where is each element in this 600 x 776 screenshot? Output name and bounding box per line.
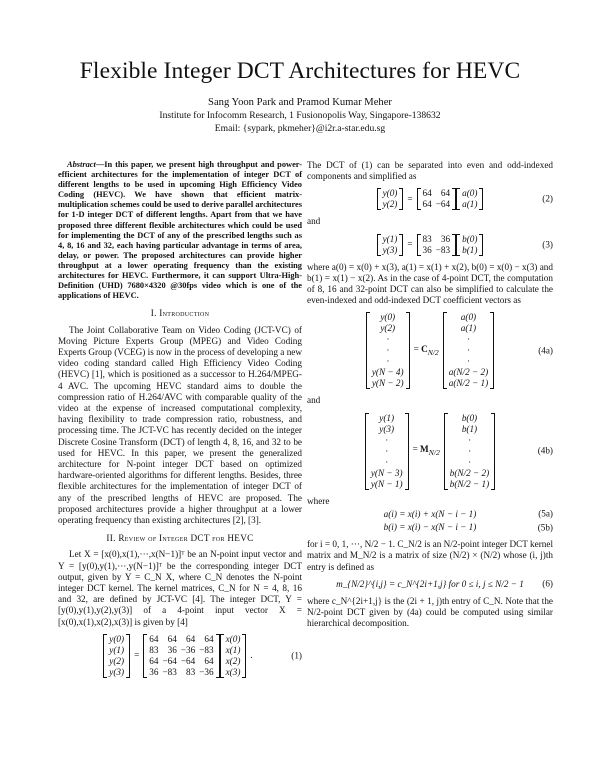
eq1-number: (1) bbox=[291, 650, 302, 661]
eq1-y-entry: y(2) bbox=[109, 655, 125, 666]
eq4a-operator: = $C_{N/2}$ bbox=[413, 343, 439, 357]
eq1-c-entry: 64 bbox=[167, 633, 177, 644]
eq5b-text: b(i) = x(i) − x(N − i − 1) bbox=[383, 522, 477, 533]
eq4a-lhs-row bbox=[370, 323, 406, 334]
equation-1 bbox=[58, 634, 302, 678]
eq2-c-matrix bbox=[417, 188, 457, 210]
eq4a-rhs-row bbox=[447, 323, 490, 334]
paper-title: Flexible Integer DCT Architectures for HEVC bbox=[79, 58, 521, 84]
equals-sign: = bbox=[407, 239, 413, 249]
eq4b-lhs-entry: y(N − 3) bbox=[370, 467, 403, 478]
eq4b-rhs-table bbox=[448, 413, 491, 490]
eq1-x-row bbox=[224, 667, 243, 678]
right-intro: The DCT of (1) can be separated into even and odd-indexed components and simplified as bbox=[307, 160, 553, 182]
eq2-a-entry: a(0) bbox=[462, 188, 478, 199]
eq3-b-vector bbox=[456, 234, 483, 256]
eq4b-rhs-row bbox=[448, 424, 491, 435]
eq4b-lhs-entry: · bbox=[385, 445, 388, 456]
and-text-1: and bbox=[307, 216, 321, 227]
eq4b-rhs-vector bbox=[444, 413, 495, 490]
right-column bbox=[307, 160, 553, 630]
eq1-c-entry: 83 bbox=[149, 644, 159, 655]
eq1-c-entry: −83 bbox=[199, 644, 214, 655]
eq2-a-row bbox=[460, 188, 479, 199]
eq4b-rhs-row bbox=[448, 468, 491, 479]
eq4a-rhs-entry: a(0) bbox=[460, 312, 477, 323]
abstract-text: —In this paper, we present high throughput and power-efficient architectures for the implementation of integer DCT of different lengths to be used in upcoming High Efficiency Video Coding (HEVC). We have shown that efficient matrix-multiplication schemes could be used to derive parallel architectures for 1-D integer DCT of different lengths. Apart from that we have proposed three different flexible architectures which could be used for implementing the DCT of any of the prescribed lengths such as 4, 8, 16 and 32, each having particular advantage in terms of area, delay, or power. The proposed architectures can provide higher throughput at a lower operating frequency than the existing architectures for HEVC. Furthermore, it can support Ultra-High-Definition (UHD) 7680×4320 @30fps video which is one of the applications of HEVC. bbox=[58, 160, 302, 301]
eq1-x-row bbox=[224, 645, 243, 656]
eq4b-rhs-row bbox=[448, 413, 491, 424]
eq4a-lhs-row bbox=[370, 356, 406, 367]
eq3-y-row bbox=[381, 234, 400, 245]
eq4b-rhs-entry: b(N/2 − 1) bbox=[449, 478, 490, 489]
eq3-b-row bbox=[460, 245, 479, 256]
eq4a-lhs-entry: y(N − 4) bbox=[371, 367, 404, 378]
eq2-c-entry: 64 bbox=[422, 199, 432, 210]
eq4b-lhs-table bbox=[369, 413, 405, 490]
eq4a-lhs-entry: · bbox=[386, 356, 389, 367]
eq4b-rhs-row bbox=[448, 457, 491, 468]
eq4b-rhs-entry: b(0) bbox=[461, 412, 478, 423]
eq4a-lhs-row bbox=[370, 367, 406, 378]
equals-sign: = bbox=[407, 193, 413, 204]
eq3-b-row bbox=[460, 234, 479, 245]
eq3-c-entry: 83 bbox=[422, 233, 432, 244]
eq1-y-row bbox=[107, 634, 126, 645]
eq2-c-row bbox=[421, 199, 453, 210]
eq3-y-entry: y(1) bbox=[382, 233, 398, 244]
eq4a-rhs-entry: · bbox=[467, 345, 470, 356]
eq3-y-vector bbox=[377, 234, 404, 256]
eq1-c-table bbox=[147, 634, 215, 678]
eq4a-lhs-row bbox=[370, 345, 406, 356]
eq2-c-row bbox=[421, 188, 453, 199]
eq2-number: (2) bbox=[542, 193, 553, 204]
eq1-c-entry: −36 bbox=[199, 666, 214, 677]
eq1-y-entry: y(0) bbox=[109, 633, 125, 644]
eq3-number: (3) bbox=[542, 239, 553, 250]
eq1-x-vector bbox=[220, 634, 247, 678]
eq4a-rhs-row bbox=[447, 367, 490, 378]
eq4b-rhs-entry: b(N/2 − 2) bbox=[449, 467, 490, 478]
eq4b-op-subscript: N/2 bbox=[428, 447, 440, 457]
eq1-c-entry: 36 bbox=[149, 666, 159, 677]
eq4b-lhs-row bbox=[369, 413, 405, 424]
eq4a-rhs-entry: a(1) bbox=[460, 323, 477, 334]
eq4b-lhs-row bbox=[369, 457, 405, 468]
eq6-text: m_{N/2}^{i,j} = c_N^{2i+1,j} for 0 ≤ i, j ≤ N/2 − 1 bbox=[336, 578, 524, 589]
eq4a-lhs-row bbox=[370, 378, 406, 389]
eq4a-rhs-table bbox=[447, 312, 490, 389]
eq4a-rhs-row bbox=[447, 334, 490, 345]
eq5b-number: (5b) bbox=[537, 522, 553, 533]
eq4a-rhs-row bbox=[447, 345, 490, 356]
eq1-c-entry: 64 bbox=[186, 633, 196, 644]
eq1-c-row bbox=[147, 645, 215, 656]
left-column bbox=[58, 160, 302, 684]
equation-2 bbox=[307, 188, 553, 210]
right-para-2: where a(0) = x(0) + x(3), a(1) = x(1) + x(2), b(0) = x(0) − x(3) and b(1) = x(1) − x(2). As in the case of 4-point DCT, the computation of 8, 16 and 32-point DCT can also be simplified to calculate the even-indexed and odd-indexed DCT coefficient vectors as bbox=[307, 261, 553, 306]
eq4a-number: (4a) bbox=[538, 345, 553, 356]
eq2-y-vector bbox=[377, 188, 404, 210]
eq4a-lhs-entry: y(0) bbox=[380, 312, 396, 323]
eq4a-lhs-row bbox=[370, 312, 406, 323]
eq4a-rhs-entry: a(N/2 − 2) bbox=[448, 367, 489, 378]
eq4a-rhs-row bbox=[447, 378, 490, 389]
eq4a-lhs-entry: · bbox=[386, 334, 389, 345]
eq2-c-table bbox=[421, 188, 453, 210]
eq1-c-entry: 64 bbox=[149, 655, 159, 666]
eq1-x-row bbox=[224, 656, 243, 667]
abstract bbox=[58, 160, 302, 301]
eq4a-lhs-table bbox=[370, 312, 406, 389]
equation-4b bbox=[307, 413, 553, 490]
eq4b-lhs-row bbox=[369, 446, 405, 457]
eq4a-op-symbol: C bbox=[421, 343, 428, 354]
eq4a-rhs-vector bbox=[443, 312, 494, 389]
eq5a-number: (5a) bbox=[538, 508, 553, 519]
eq2-a-table bbox=[460, 188, 479, 210]
eq5a-text: a(i) = x(i) + x(N − i − 1) bbox=[383, 508, 477, 519]
eq3-y-row bbox=[381, 245, 400, 256]
eq3-c-row bbox=[421, 234, 453, 245]
eq4a-lhs-entry: y(N − 2) bbox=[371, 378, 404, 389]
eq3-b-entry: b(0) bbox=[462, 233, 478, 244]
eq1-x-row bbox=[224, 634, 243, 645]
section-heading-introduction: I. Introduction bbox=[150, 308, 210, 319]
where-text: where bbox=[307, 495, 330, 506]
eq3-c-entry: 36 bbox=[440, 233, 451, 244]
eq4b-rhs-row bbox=[448, 479, 491, 490]
review-text: Let X = [x(0),x(1),···,x(N−1)]ᵀ be an N-point input vector and Y = [y(0),y(1),···,y(N−1)]ᵀ be the corresponding integer DCT output, given by Y = C_N X, where C_N denotes the N-point integer DCT kernel. The kernel matrices, C_N for N = 4, 8, 16 and 32, are defined by JCT-VC [4]. The integer DCT, Y = [y(0),y(1),y(2),y(3)] of a 4-point input vector X = [x(0),x(1),x(2),x(3)] is given by [4] bbox=[58, 549, 302, 627]
eq2-y-table bbox=[381, 188, 400, 210]
eq1-c-entry: 64 bbox=[204, 633, 214, 644]
eq3-y-table bbox=[381, 234, 400, 256]
eq4a-rhs-entry: a(N/2 − 1) bbox=[448, 378, 489, 389]
eq4b-op-symbol: M bbox=[420, 444, 429, 455]
eq4a-lhs-entry: · bbox=[386, 345, 389, 356]
eq4a-lhs-vector bbox=[366, 312, 410, 389]
eq3-y-entry: y(3) bbox=[382, 244, 398, 255]
eq4b-rhs-row bbox=[448, 435, 491, 446]
eq2-y-row bbox=[381, 188, 400, 199]
eq4b-lhs-entry: y(1) bbox=[379, 412, 395, 423]
equation-4a bbox=[307, 312, 553, 389]
eq3-c-table bbox=[421, 234, 453, 256]
eq1-c-entry: 36 bbox=[167, 644, 177, 655]
eq1-c-entry: 64 bbox=[149, 633, 159, 644]
eq3-c-entry: 36 bbox=[422, 244, 432, 255]
eq2-c-entry: 64 bbox=[440, 188, 451, 199]
eq4b-lhs-entry: · bbox=[385, 434, 388, 445]
eq2-a-vector bbox=[456, 188, 483, 210]
eq2-y-entry: y(0) bbox=[382, 188, 398, 199]
eq4b-lhs-vector bbox=[365, 413, 409, 490]
eq1-c-entry: 64 bbox=[204, 655, 214, 666]
eq1-x-entry: x(3) bbox=[225, 666, 241, 677]
eq1-c-entry: −64 bbox=[180, 655, 196, 666]
eq1-y-row bbox=[107, 645, 126, 656]
eq4a-rhs-entry: · bbox=[467, 356, 470, 367]
eq1-y-entry: y(3) bbox=[109, 666, 125, 677]
eq4a-lhs-entry: y(2) bbox=[380, 323, 396, 334]
and-text-2: and bbox=[307, 395, 321, 406]
eq1-x-entry: x(0) bbox=[225, 633, 241, 644]
eq1-x-entry: x(1) bbox=[225, 644, 241, 655]
eq3-c-entry: −83 bbox=[435, 244, 451, 255]
eq1-c-entry: −36 bbox=[180, 644, 196, 655]
eq3-c-row bbox=[421, 245, 453, 256]
equation-3 bbox=[307, 234, 553, 256]
equals-sign: = bbox=[134, 650, 140, 661]
eq4b-number: (4b) bbox=[537, 445, 553, 456]
eq1-c-entry: −64 bbox=[162, 655, 177, 666]
eq1-y-table bbox=[107, 634, 126, 678]
equation-5a bbox=[307, 509, 553, 520]
eq1-x-entry: x(2) bbox=[225, 655, 241, 666]
eq4a-op-subscript: N/2 bbox=[427, 347, 439, 357]
right-para-4: where c_N^{2i+1,j} is the (2i + 1, j)th entry of C_N. Note that the N/2-point DCT given by (4a) could be computed using similar hierarchical decomposition. bbox=[307, 596, 553, 629]
eq2-a-row bbox=[460, 199, 479, 210]
eq4b-rhs-entry: · bbox=[468, 445, 471, 456]
eq4b-rhs-entry: b(1) bbox=[461, 423, 478, 434]
eq4b-rhs-entry: · bbox=[468, 456, 471, 467]
email: Email: {sypark, pkmeher}@i2r.a-star.edu.sg bbox=[214, 123, 386, 134]
eq1-c-entry: −83 bbox=[162, 666, 177, 677]
eq4a-rhs-row bbox=[447, 312, 490, 323]
eq1-y-entry: y(1) bbox=[109, 644, 125, 655]
eq4b-rhs-entry: · bbox=[468, 434, 471, 445]
right-para-3: for i = 0, 1, ···, N/2 − 1. C_N/2 is an N/2-point integer DCT kernel matrix and M_N/2 is a matrix of size (N/2) × (N/2) whose (i, j)th entry is defined as bbox=[307, 539, 553, 572]
period: . bbox=[250, 650, 253, 661]
eq3-b-entry: b(1) bbox=[462, 244, 478, 255]
eq1-y-row bbox=[107, 667, 126, 678]
introduction-text: The Joint Collaborative Team on Video Coding (JCT-VC) of Moving Picture Experts Group (MPEG) and Video Coding Experts Group (VCEG) is now in the process of developing a new video coding standard called High Efficiency Video Coding (HEVC) [1], which is positioned as a successor to H.264/MPEG-4 AVC. The upcoming HEVC standard aims to double the compression ratio of H.264/AVC with comparable quality of the video at the expense of increased computational complexity, having flexibility to trade compression ratio, robustness, and processing time. The JCT-VC has recently decided on the integer Discrete Cosine Transform (DCT) of length 4, 8, 16, and 32 to be used for HEVC. In this paper, we present the generalized architecture for N-point integer DCT based on optimized hardware-oriented algorithms for different lengths. Besides, three flexible architectures for the implementation of integer DCT of any of the prescribed lengths of HEVC are proposed. The proposed architectures provide a higher throughput at a lower operating frequency than existing architectures [2], [3]. bbox=[58, 324, 302, 525]
eq1-y-row bbox=[107, 656, 126, 667]
eq2-c-entry: −64 bbox=[435, 199, 451, 210]
eq3-b-table bbox=[460, 234, 479, 256]
equation-5b bbox=[307, 522, 553, 533]
eq1-c-row bbox=[147, 656, 215, 667]
eq4b-lhs-row bbox=[369, 468, 405, 479]
eq3-c-matrix bbox=[417, 234, 457, 256]
section-heading-review: II. Review of Integer DCT for HEVC bbox=[106, 533, 254, 544]
eq1-c-row bbox=[147, 634, 215, 645]
eq4b-lhs-row bbox=[369, 424, 405, 435]
abstract-label: Abstract bbox=[67, 160, 96, 169]
affiliation: Institute for Infocomm Research, 1 Fusionopolis Way, Singapore-138632 bbox=[159, 110, 441, 121]
eq4b-lhs-entry: y(N − 1) bbox=[370, 478, 403, 489]
eq4a-rhs-entry: · bbox=[467, 334, 470, 345]
eq4b-lhs-entry: · bbox=[385, 456, 388, 467]
authors: Sang Yoon Park and Pramod Kumar Meher bbox=[208, 97, 392, 108]
eq4b-lhs-row bbox=[369, 479, 405, 490]
eq2-c-entry: 64 bbox=[422, 188, 432, 199]
eq1-x-table bbox=[224, 634, 243, 678]
eq2-a-entry: a(1) bbox=[462, 199, 478, 210]
eq1-c-row bbox=[147, 667, 215, 678]
eq4b-operator: = $M_{N/2}$ bbox=[412, 444, 440, 457]
eq4b-lhs-row bbox=[369, 435, 405, 446]
equation-6 bbox=[307, 579, 553, 590]
eq4a-lhs-row bbox=[370, 334, 406, 345]
eq4b-lhs-entry: y(3) bbox=[379, 423, 395, 434]
eq1-c-entry: 83 bbox=[186, 666, 196, 677]
eq2-y-row bbox=[381, 199, 400, 210]
eq1-y-vector bbox=[103, 634, 130, 678]
eq6-number: (6) bbox=[542, 578, 553, 589]
eq4a-rhs-row bbox=[447, 356, 490, 367]
eq2-y-entry: y(2) bbox=[382, 199, 398, 210]
eq1-c-matrix bbox=[143, 634, 219, 678]
eq4b-rhs-row bbox=[448, 446, 491, 457]
